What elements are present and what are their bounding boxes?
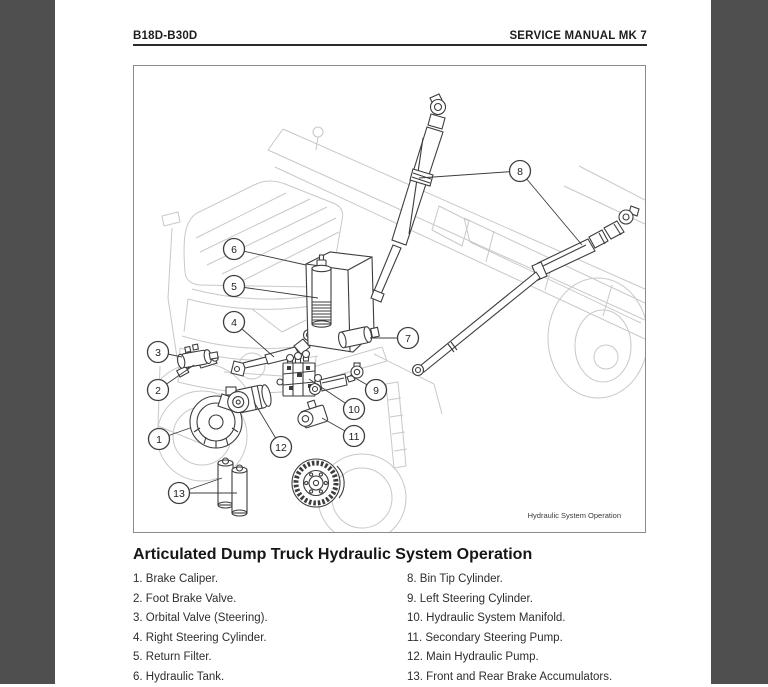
callout-number: 6 [231,244,237,256]
parts-list-item: 1. Brake Caliper. [133,570,407,590]
parts-list-item: 2. Foot Brake Valve. [133,590,407,610]
callout-9 [350,375,387,401]
parts-list-item: 10. Hydraulic System Manifold. [407,609,647,629]
callout-4 [224,312,275,358]
parts-list-left [133,570,407,687]
figure-caption: Hydraulic System Operation [528,511,621,520]
callout-12 [254,402,292,458]
manual-page [55,0,711,684]
parts-list-item: 9. Left Steering Cylinder. [407,590,647,610]
parts-list-right [407,570,647,687]
callout-number: 9 [373,385,379,397]
callout-6 [224,239,307,266]
parts-list [133,570,647,687]
callout-1 [149,428,191,450]
parts-list-item: 3. Orbital Valve (Steering). [133,609,407,629]
parts-list-item: 13. Front and Rear Brake Accumulators. [407,668,647,687]
callout-8 [419,161,582,246]
header-model-code: B18D-B30D [133,30,197,42]
parts-list-item: 11. Secondary Steering Pump. [407,629,647,649]
bin-tip-cylinder-front-art [371,94,446,302]
callout-number: 8 [517,166,523,178]
callout-2 [148,365,195,401]
callout-leader-line [234,286,318,298]
return-filter-art [312,255,331,327]
parts-list-item: 6. Hydraulic Tank. [133,668,407,687]
hydraulic-system-diagram [134,66,645,532]
callout-leader-line [520,171,582,245]
parts-list-item: 12. Main Hydraulic Pump. [407,648,647,668]
hydraulic-components-art [175,94,639,516]
brake-accumulators-art [218,458,247,516]
section-title: Articulated Dump Truck Hydraulic System Operation [133,546,647,564]
callout-number: 13 [173,488,185,500]
bin-tip-cylinder-rear-art [413,206,640,376]
parts-list-item: 8. Bin Tip Cylinder. [407,570,647,590]
callout-leader-line [419,171,520,178]
callout-number: 4 [231,317,237,329]
callout-number: 2 [155,385,161,397]
callout-number: 5 [231,281,237,293]
callout-number: 12 [275,442,287,454]
callout-number: 3 [155,347,161,359]
callout-11 [322,418,365,447]
parts-list-item: 4. Right Steering Cylinder. [133,629,407,649]
figure-box [133,65,646,533]
wheel-hub-art [292,459,344,507]
callout-number: 7 [405,333,411,345]
page-header [133,30,647,46]
callout-number: 11 [349,431,360,443]
secondary-steering-pump-art [294,398,329,430]
callout-number: 10 [348,404,360,416]
callout-number: 1 [156,434,162,446]
header-manual-title: SERVICE MANUAL MK 7 [509,30,647,42]
parts-list-item: 5. Return Filter. [133,648,407,668]
